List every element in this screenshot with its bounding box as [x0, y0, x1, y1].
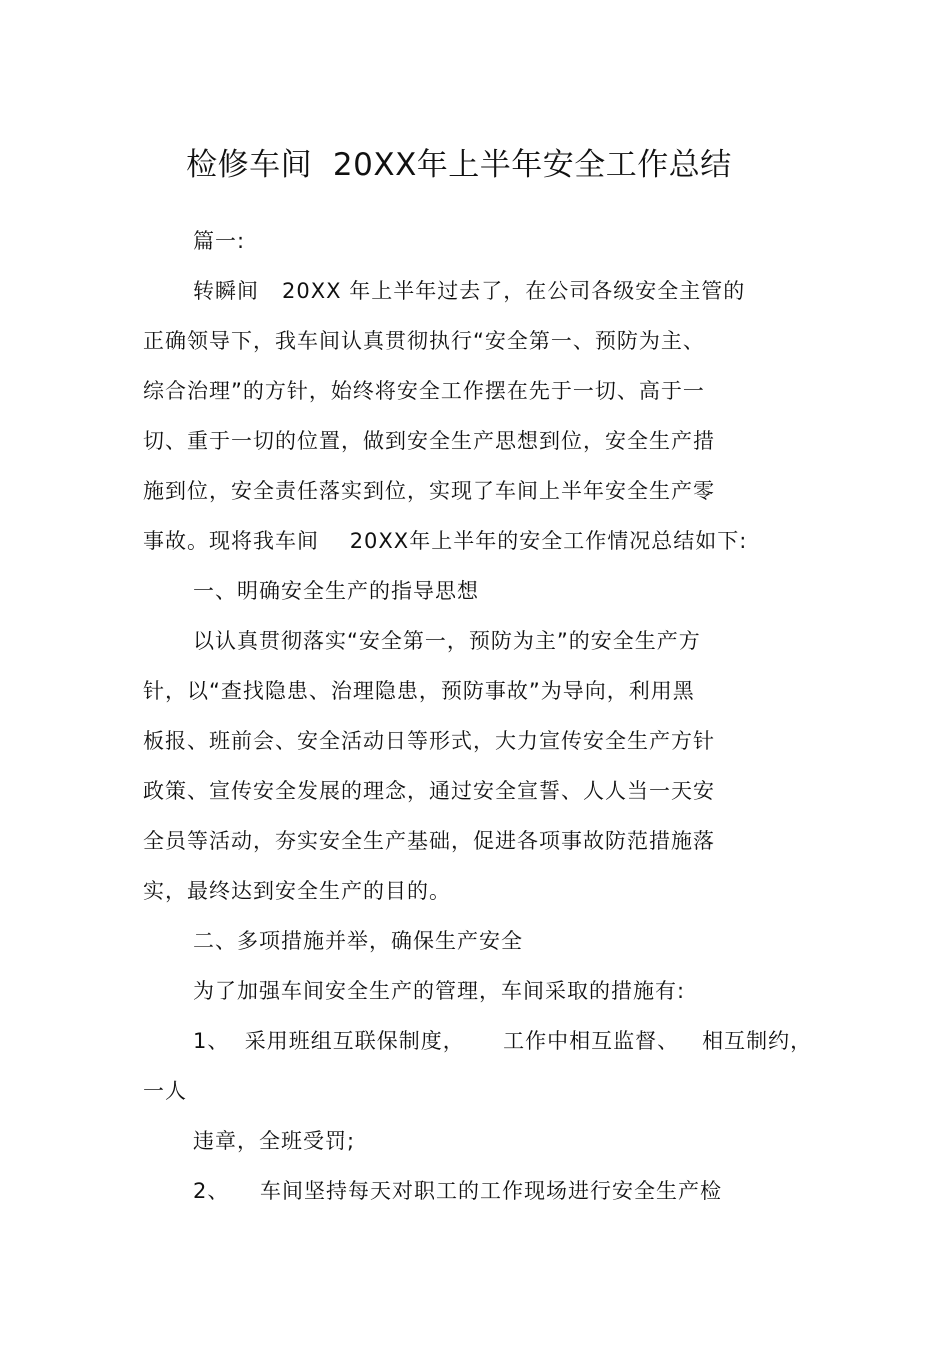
- list-item-line: 2、 车间坚持每天对职工的工作现场进行安全生产检: [193, 1179, 723, 1203]
- list-item-line: 违章，全班受罚;: [193, 1129, 356, 1153]
- section-label: 篇一:: [193, 229, 246, 253]
- paragraph-line: 为了加强车间安全生产的管理，车间采取的措施有:: [193, 979, 686, 1003]
- paragraph-line: 板报、班前会、安全活动日等形式，大力宣传安全生产方针: [143, 729, 715, 753]
- list-item-line: 一人: [143, 1079, 187, 1103]
- section-heading: 二、多项措施并举，确保生产安全: [193, 929, 523, 953]
- paragraph-line: 针，以“查找隐患、治理隐患，预防事故”为导向，利用黑: [143, 679, 695, 703]
- paragraph-line: 正确领导下，我车间认真贯彻执行“安全第一、预防为主、: [143, 329, 705, 353]
- paragraph-line: 实，最终达到安全生产的目的。: [143, 879, 451, 903]
- list-item-line: 1、 采用班组互联保制度， 工作中相互监督、 相互制约，: [193, 1029, 813, 1053]
- paragraph-line: 转瞬间 20XX 年上半年过去了，在公司各级安全主管的: [193, 279, 746, 303]
- paragraph-line: 切、重于一切的位置，做到安全生产思想到位，安全生产措: [143, 429, 715, 453]
- section-heading: 一、明确安全生产的指导思想: [193, 579, 479, 603]
- paragraph-line: 事故。现将我车间 20XX年上半年的安全工作情况总结如下:: [143, 529, 748, 553]
- paragraph-line: 政策、宣传安全发展的理念，通过安全宣誓、人人当一天安: [143, 779, 715, 803]
- paragraph-line: 全员等活动，夯实安全生产基础，促进各项事故防范措施落: [143, 829, 715, 853]
- document-title: 检修车间 20XX年上半年安全工作总结: [186, 146, 732, 183]
- paragraph-line: 综合治理”的方针，始终将安全工作摆在先于一切、高于一: [143, 379, 705, 403]
- paragraph-line: 以认真贯彻落实“安全第一，预防为主”的安全生产方: [193, 629, 701, 653]
- paragraph-line: 施到位，安全责任落实到位，实现了车间上半年安全生产零: [143, 479, 715, 503]
